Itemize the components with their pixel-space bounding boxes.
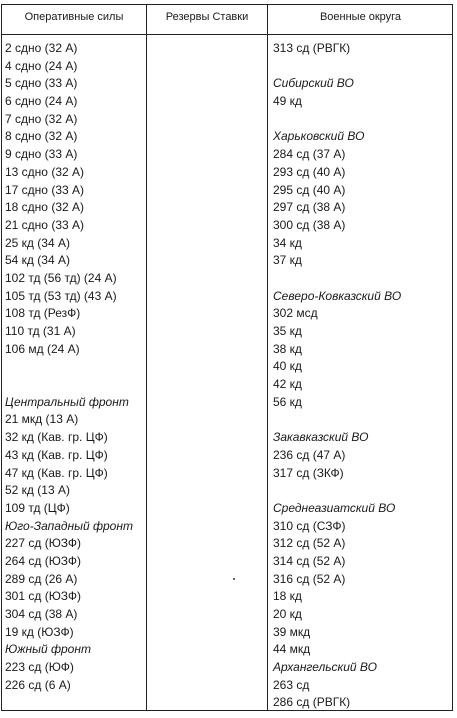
unit-entry: 17 сдно (33 А) [5, 182, 84, 197]
group-heading: Сибирский ВО [273, 76, 354, 91]
group-heading: Центральный фронт [5, 394, 129, 409]
military-districts-column [273, 40, 451, 712]
unit-entry: 39 мкд [273, 624, 311, 639]
group-heading: Юго-Западный фронт [5, 518, 133, 533]
unit-entry: 110 тд (31 А) [5, 324, 76, 338]
spacer-row [273, 58, 451, 76]
unit-entry: 102 тд (56 тд) (24 А) [5, 270, 117, 285]
unit-entry: 25 кд (34 А) [5, 235, 70, 250]
spacer-row [5, 376, 145, 394]
header-divider [1, 34, 453, 35]
unit-entry: 21 сдно (33 А) [5, 217, 84, 232]
unit-entry: 312 сд (52 А) [273, 536, 346, 551]
unit-entry: 18 кд [273, 589, 302, 604]
column-divider-1 [146, 4, 147, 711]
unit-entry: 9 сдно (33 А) [5, 147, 78, 162]
unit-entry: 6 сдно (24 А) [5, 94, 78, 109]
unit-entry: 313 сд (РВГК) [273, 41, 351, 55]
header-military-districts: Военные округа [319, 11, 402, 23]
spacer-row [273, 111, 451, 129]
unit-entry: 40 кд [273, 359, 302, 374]
unit-entry: 314 сд (52 А) [273, 553, 346, 568]
spacer-row [273, 411, 451, 429]
scan-speck [233, 578, 235, 580]
group-heading: Южный фронт [5, 642, 91, 657]
column-divider-2 [267, 4, 268, 711]
unit-entry: 52 кд (13 А) [5, 483, 70, 498]
unit-entry: 297 сд (38 А) [273, 200, 346, 215]
unit-entry: 4 сдно (24 А) [5, 58, 78, 73]
group-heading: Северо-Ковказский ВО [273, 288, 402, 303]
group-heading: Архангельский ВО [273, 660, 377, 675]
unit-entry: 263 сд [273, 677, 310, 692]
unit-entry: 300 сд (38 А) [273, 217, 346, 232]
unit-entry: 21 мкд (13 А) [5, 412, 79, 427]
unit-entry: 316 сд (52 А) [273, 571, 346, 586]
unit-entry: 284 сд (37 А) [273, 147, 346, 162]
unit-entry: 289 сд (26 А) [5, 571, 78, 586]
unit-entry: 317 сд (ЗКФ) [273, 465, 344, 480]
group-heading: Харьковский ВО [273, 129, 365, 144]
unit-entry: 226 сд (6 А) [5, 677, 71, 692]
unit-entry: 35 кд [273, 324, 302, 338]
spacer-row [5, 358, 145, 376]
header-operational-forces: Оперативные силы [24, 11, 124, 23]
unit-entry: 54 кд (34 А) [5, 253, 70, 268]
header-stavka-reserves: Резервы Ставки [165, 11, 249, 23]
unit-entry: 44 мкд [273, 642, 311, 657]
unit-entry: 8 сдно (32 А) [5, 129, 78, 144]
unit-entry: 20 кд [273, 607, 302, 621]
unit-entry: 49 кд [273, 94, 302, 109]
unit-entry: 302 мсд [273, 306, 318, 321]
unit-entry: 43 кд (Кав. гр. ЦФ) [5, 447, 108, 462]
unit-entry: 310 сд (СЗФ) [273, 518, 346, 533]
unit-entry: 32 кд (Кав. гр. ЦФ) [5, 430, 108, 445]
unit-entry: 34 кд [273, 235, 302, 250]
unit-entry: 18 сдно (32 А) [5, 200, 84, 215]
spacer-row [273, 270, 451, 288]
operational-forces-column [5, 40, 145, 694]
unit-entry: 295 сд (40 А) [273, 182, 346, 197]
unit-entry: 2 сдно (32 А) [5, 41, 78, 55]
unit-entry: 301 сд (ЮЗФ) [5, 589, 82, 604]
spacer-row [273, 482, 451, 500]
unit-entry: 227 сд (ЮЗФ) [5, 536, 82, 551]
unit-entry: 286 сд (РВГК) [273, 695, 351, 710]
unit-entry: 293 сд (40 А) [273, 164, 346, 179]
group-heading: Закавказский ВО [273, 430, 369, 445]
unit-entry: 42 кд [273, 377, 302, 392]
unit-entry: 304 сд (38 А) [5, 607, 78, 621]
unit-entry: 38 кд [273, 341, 302, 356]
unit-entry: 108 тд (РезФ) [5, 306, 81, 321]
unit-entry: 236 сд (47 А) [273, 447, 346, 462]
unit-entry: 47 кд (Кав. гр. ЦФ) [5, 465, 108, 480]
unit-entry: 264 сд (ЮЗФ) [5, 553, 82, 568]
unit-entry: 37 кд [273, 253, 302, 268]
unit-entry: 5 сдно (33 А) [5, 76, 78, 91]
unit-entry: 19 кд (ЮЗФ) [5, 624, 74, 639]
unit-entry: 56 кд [273, 394, 302, 409]
unit-entry: 7 сдно (32 А) [5, 111, 78, 126]
group-heading: Среднеазиатский ВО [273, 500, 396, 515]
unit-entry: 106 мд (24 А) [5, 341, 80, 356]
unit-entry: 109 тд (ЦФ) [5, 500, 70, 515]
unit-entry: 223 сд (ЮФ) [5, 660, 74, 675]
unit-entry: 13 сдно (32 А) [5, 164, 84, 179]
unit-entry: 105 тд (53 тд) (43 А) [5, 288, 117, 303]
